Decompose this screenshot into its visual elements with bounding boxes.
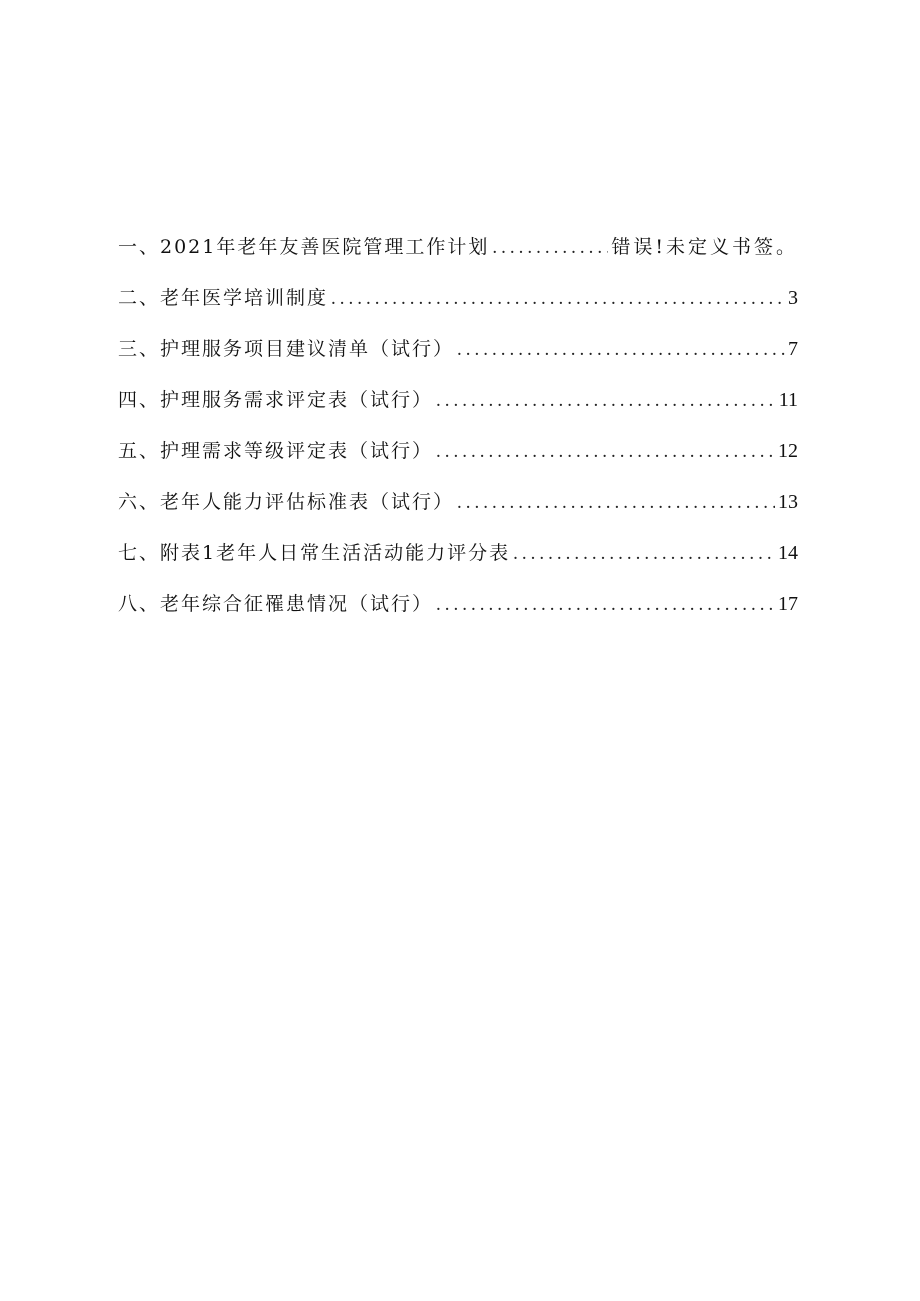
toc-dot-leader <box>492 234 608 262</box>
toc-dot-leader <box>436 387 776 415</box>
table-of-contents <box>118 233 798 641</box>
toc-entry-3[interactable] <box>118 335 798 386</box>
toc-entry-page-number: 17 <box>778 593 798 615</box>
toc-entry-title: 二、老年医学培训制度 <box>118 287 329 309</box>
toc-entry-8[interactable] <box>118 590 798 641</box>
toc-entry-7[interactable] <box>118 539 798 590</box>
toc-entry-title: 一、2021年老年友善医院管理工作计划 <box>118 236 490 258</box>
toc-entry-page-number: 13 <box>778 491 798 513</box>
toc-entry-error-text: 错误!未定义书签。 <box>611 236 798 258</box>
toc-entry-page-number: 11 <box>778 389 798 411</box>
toc-dot-leader <box>513 540 775 568</box>
toc-entry-page-number: 12 <box>778 440 798 462</box>
toc-entry-5[interactable] <box>118 437 798 488</box>
toc-entry-4[interactable] <box>118 386 798 437</box>
toc-dot-leader <box>436 591 775 619</box>
toc-dot-leader <box>457 336 785 364</box>
toc-dot-leader <box>457 489 775 517</box>
toc-entry-page-number: 3 <box>788 287 798 309</box>
toc-entry-2[interactable] <box>118 284 798 335</box>
toc-entry-page-number: 7 <box>788 338 798 360</box>
toc-entry-title: 四、护理服务需求评定表（试行） <box>118 389 434 411</box>
toc-entry-title: 五、护理需求等级评定表（试行） <box>118 440 434 462</box>
toc-entry-1[interactable] <box>118 233 798 284</box>
toc-dot-leader <box>331 285 785 313</box>
toc-dot-leader <box>436 438 775 466</box>
toc-entry-page-number: 14 <box>778 542 798 564</box>
toc-entry-title: 八、老年综合征罹患情况（试行） <box>118 593 434 615</box>
toc-entry-6[interactable] <box>118 488 798 539</box>
toc-entry-title: 六、老年人能力评估标准表（试行） <box>118 491 455 513</box>
toc-entry-title: 七、附表1老年人日常生活活动能力评分表 <box>118 542 511 564</box>
toc-entry-title: 三、护理服务项目建议清单（试行） <box>118 338 455 360</box>
